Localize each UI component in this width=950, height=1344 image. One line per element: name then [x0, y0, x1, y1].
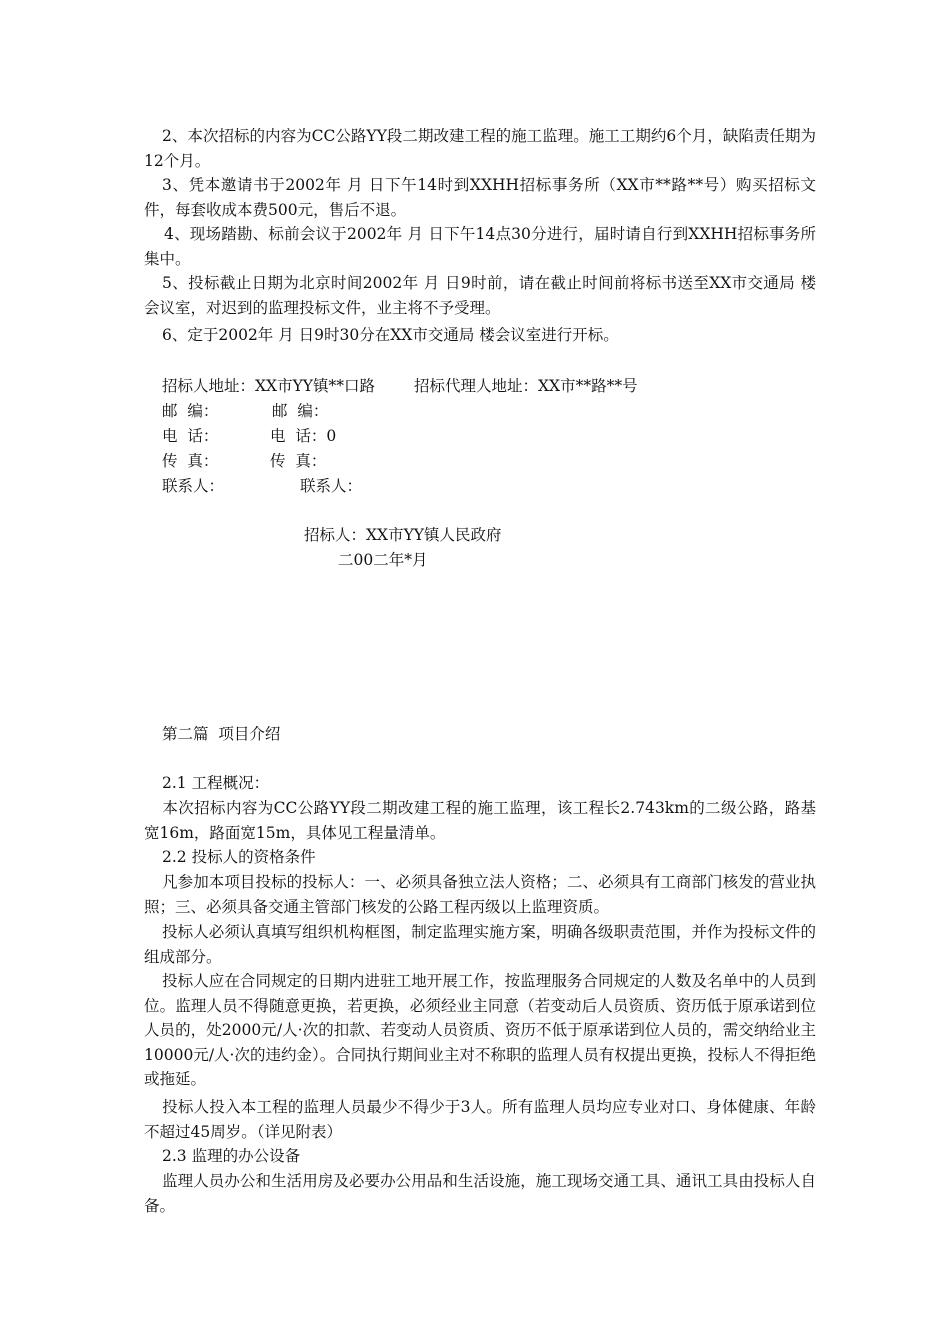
- heading-2-2: 2.2 投标人的资格条件: [162, 848, 316, 866]
- tenderer-contact-person: 联系人：: [162, 477, 225, 495]
- paragraph-item-6: [144, 323, 816, 348]
- agent-phone: 电 话：0: [270, 427, 337, 445]
- paragraph-2-2-a: [144, 870, 816, 919]
- paragraph-2-1: [144, 796, 816, 845]
- agent-address: 招标代理人地址：XX市**路**号: [414, 377, 638, 395]
- signature-date: 二00二年*月: [338, 551, 428, 569]
- item-4-text: 4、现场踏勘、标前会议于2002年 月 日下午14点30分进行，届时请自行到XXHH招标事务所集中。: [144, 225, 816, 268]
- paragraph-item-4: [144, 222, 816, 271]
- paragraph-item-3: [144, 173, 816, 222]
- paragraph-2-2-d-text: 投标人投入本工程的监理人员最少不得少于3人。所有监理人员均应专业对口、身体健康、年龄不超过45周岁。（详见附表）: [144, 1098, 816, 1141]
- paragraph-2-2-a-text: 凡参加本项目投标的投标人：一、必须具备独立法人资格；二、必须具有工商部门核发的营业执照；三、必须具备交通主管部门核发的公路工程丙级以上监理资质。: [144, 873, 816, 916]
- item-5-text: 5、投标截止日期为北京时间2002年 月 日9时前，请在截止时间前将标书送至XX市交通局 楼会议室，对迟到的监理投标文件，业主将不予受理。: [144, 274, 816, 317]
- agent-contact-person: 联系人：: [300, 477, 363, 495]
- heading-2-1: 2.1 工程概况：: [162, 774, 270, 792]
- paragraph-2-1-text: 本次招标内容为CC公路YY段二期改建工程的施工监理，该工程长2.743km的二级公路，路基宽16m，路面宽15m，具体见工程量清单。: [144, 799, 816, 842]
- paragraph-2-2-b: [144, 920, 816, 969]
- item-6-text: 6、定于2002年 月 日9时30分在XX市交通局 楼会议室进行开标。: [162, 326, 619, 344]
- tenderer-address: 招标人地址：XX市YY镇**口路: [162, 377, 376, 395]
- paragraph-2-3: [144, 1169, 816, 1218]
- item-2-text: 2、本次招标的内容为CC公路YY段二期改建工程的施工监理。施工工期约6个月，缺陷责任期为12个月。: [144, 127, 816, 170]
- tenderer-phone: 电 话：: [162, 427, 219, 445]
- paragraph-item-2: [144, 124, 816, 173]
- item-3-text: 3、凭本邀请书于2002年 月 日下午14时到XXHH招标事务所（XX市**路**号）购买招标文件，每套收成本费500元，售后不退。: [144, 176, 816, 219]
- paragraph-2-2-c-text: 投标人应在合同规定的日期内进驻工地开展工作，按监理服务合同规定的人数及名单中的人员到位。监理人员不得随意更换，若更换，必须经业主同意（若变动后人员资质、资历低于原承诺到位人员的，处2000元/人·次的扣款、若变动人员资质、资历不低于原承诺到位人员的，需交纳给业主10000元/人·次的违约金）。合同执行期间业主对不称职的监理人员有权提出更换，投标人不得拒绝或拖延。: [144, 972, 816, 1088]
- tenderer-postcode: 邮 编：: [162, 402, 219, 420]
- agent-fax: 传 真：: [270, 452, 327, 470]
- paragraph-item-5: [144, 271, 816, 320]
- paragraph-2-2-d: [144, 1095, 816, 1144]
- signature-tenderer: 招标人：XX市YY镇人民政府: [304, 526, 502, 544]
- paragraph-2-2-b-text: 投标人必须认真填写组织机构框图，制定监理实施方案，明确各级职责范围，并作为投标文件的组成部分。: [144, 923, 816, 966]
- part-title: 第二篇 项目介绍: [162, 725, 281, 743]
- paragraph-2-3-text: 监理人员办公和生活用房及必要办公用品和生活设施，施工现场交通工具、通讯工具由投标人自备。: [144, 1172, 816, 1215]
- tenderer-fax: 传 真：: [162, 452, 219, 470]
- paragraph-2-2-c: [144, 969, 816, 1092]
- heading-2-3: 2.3 监理的办公设备: [162, 1147, 301, 1165]
- agent-postcode: 邮 编：: [272, 402, 329, 420]
